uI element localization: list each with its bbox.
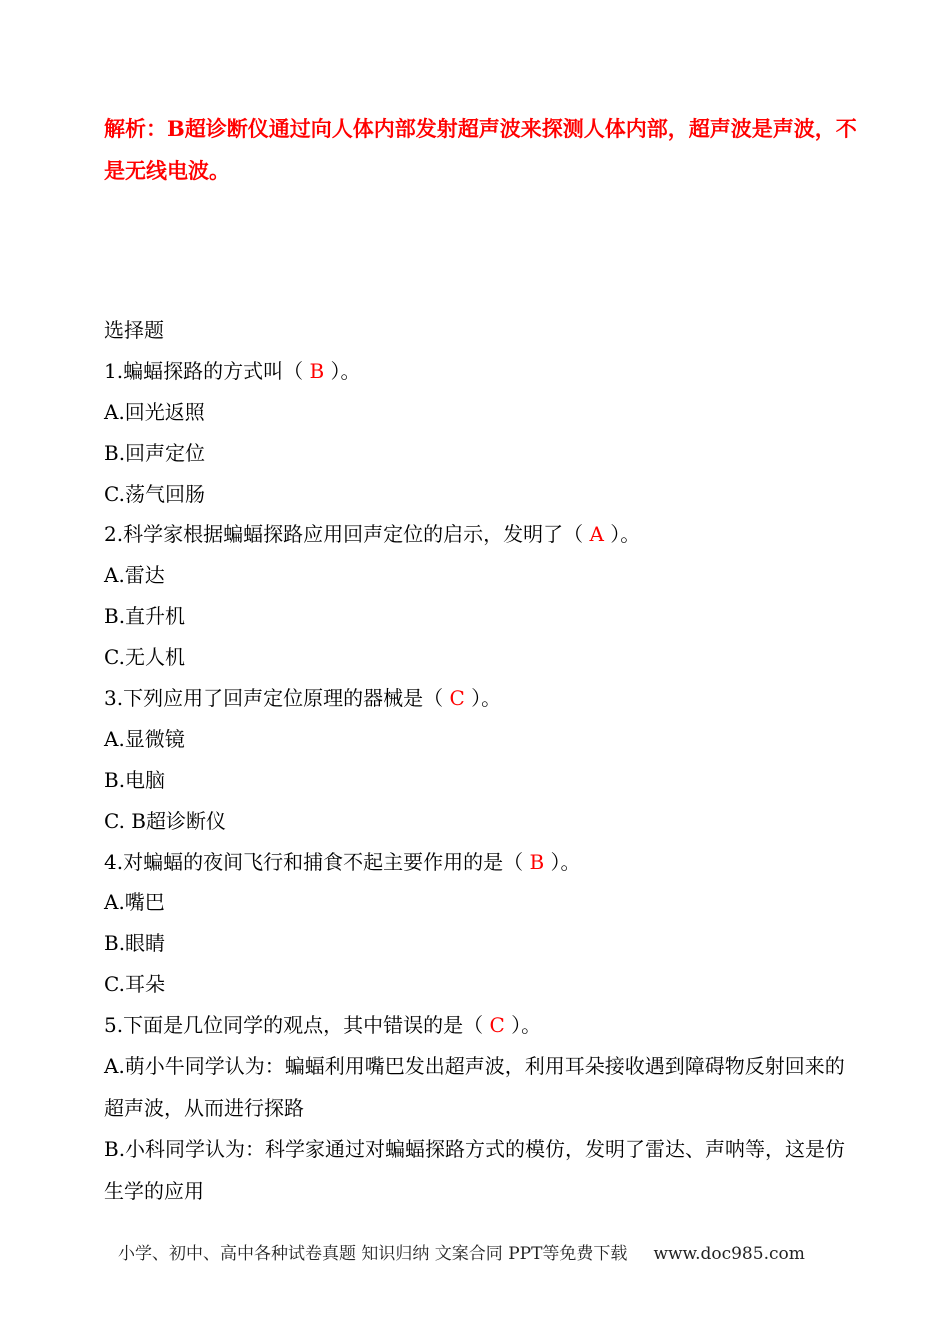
answer-mark: C xyxy=(489,1013,505,1038)
question-text: 3.下列应用了回声定位原理的器械是（ xyxy=(104,686,450,711)
section-title: 选择题 xyxy=(104,318,164,342)
question-stem xyxy=(104,351,864,392)
question-text-end: ）。 xyxy=(544,849,581,874)
footer-text: 小学、初中、高中各种试卷真题 知识归纳 文案合同 PPT等免费下载 xyxy=(118,1244,628,1264)
option: C. B超诊断仪 xyxy=(104,808,227,833)
page-footer xyxy=(118,1240,838,1268)
question-stem xyxy=(104,678,864,719)
question-text: 4.对蝙蝠的夜间飞行和捕食不起主要作用的是（ xyxy=(104,849,530,874)
option: A.嘴巴 xyxy=(104,890,165,915)
answer-mark: B xyxy=(309,358,325,383)
question-text: 2.科学家根据蝙蝠探路应用回声定位的启示，发明了（ xyxy=(104,522,590,547)
option: B.眼睛 xyxy=(104,931,166,956)
option: A.萌小牛同学认为：蝙蝠利用嘴巴发出超声波，利用耳朵接收遇到障碍物反射回来的超声波，从而进行探路 xyxy=(104,1054,845,1120)
option: B.直升机 xyxy=(104,604,186,629)
question-stem xyxy=(104,1005,864,1046)
question-text-end: ）。 xyxy=(324,358,361,383)
answer-mark: A xyxy=(589,522,604,547)
question-text-end: ）。 xyxy=(504,1013,542,1038)
question-text-end: ）。 xyxy=(603,522,641,547)
option: C.荡气回肠 xyxy=(104,481,205,506)
option: A.雷达 xyxy=(104,563,165,588)
question-stem xyxy=(104,842,864,883)
option: A.回光返照 xyxy=(104,399,205,424)
option: B.小科同学认为：科学家通过对蝙蝠探路方式的模仿，发明了雷达、声呐等，这是仿生学的应用 xyxy=(104,1137,846,1203)
question-stem xyxy=(104,514,864,555)
question-text: 1.蝙蝠探路的方式叫（ xyxy=(104,358,310,383)
option: B.回声定位 xyxy=(104,440,206,465)
answer-mark: B xyxy=(529,849,545,874)
question-list xyxy=(104,310,864,1212)
analysis-text: 解析：B超诊断仪通过向人体内部发射超声波来探测人体内部，超声波是声波，不是无线电波。 xyxy=(104,116,857,183)
question-text: 5.下面是几位同学的观点，其中错误的是（ xyxy=(104,1013,490,1038)
answer-mark: C xyxy=(449,686,465,711)
option: B.电脑 xyxy=(104,767,166,792)
question-text-end: ）。 xyxy=(464,686,502,711)
option: C.无人机 xyxy=(104,645,185,670)
footer-url: www.doc985.com xyxy=(653,1244,805,1264)
option: A.显微镜 xyxy=(104,726,185,751)
option: C.耳朵 xyxy=(104,972,165,997)
